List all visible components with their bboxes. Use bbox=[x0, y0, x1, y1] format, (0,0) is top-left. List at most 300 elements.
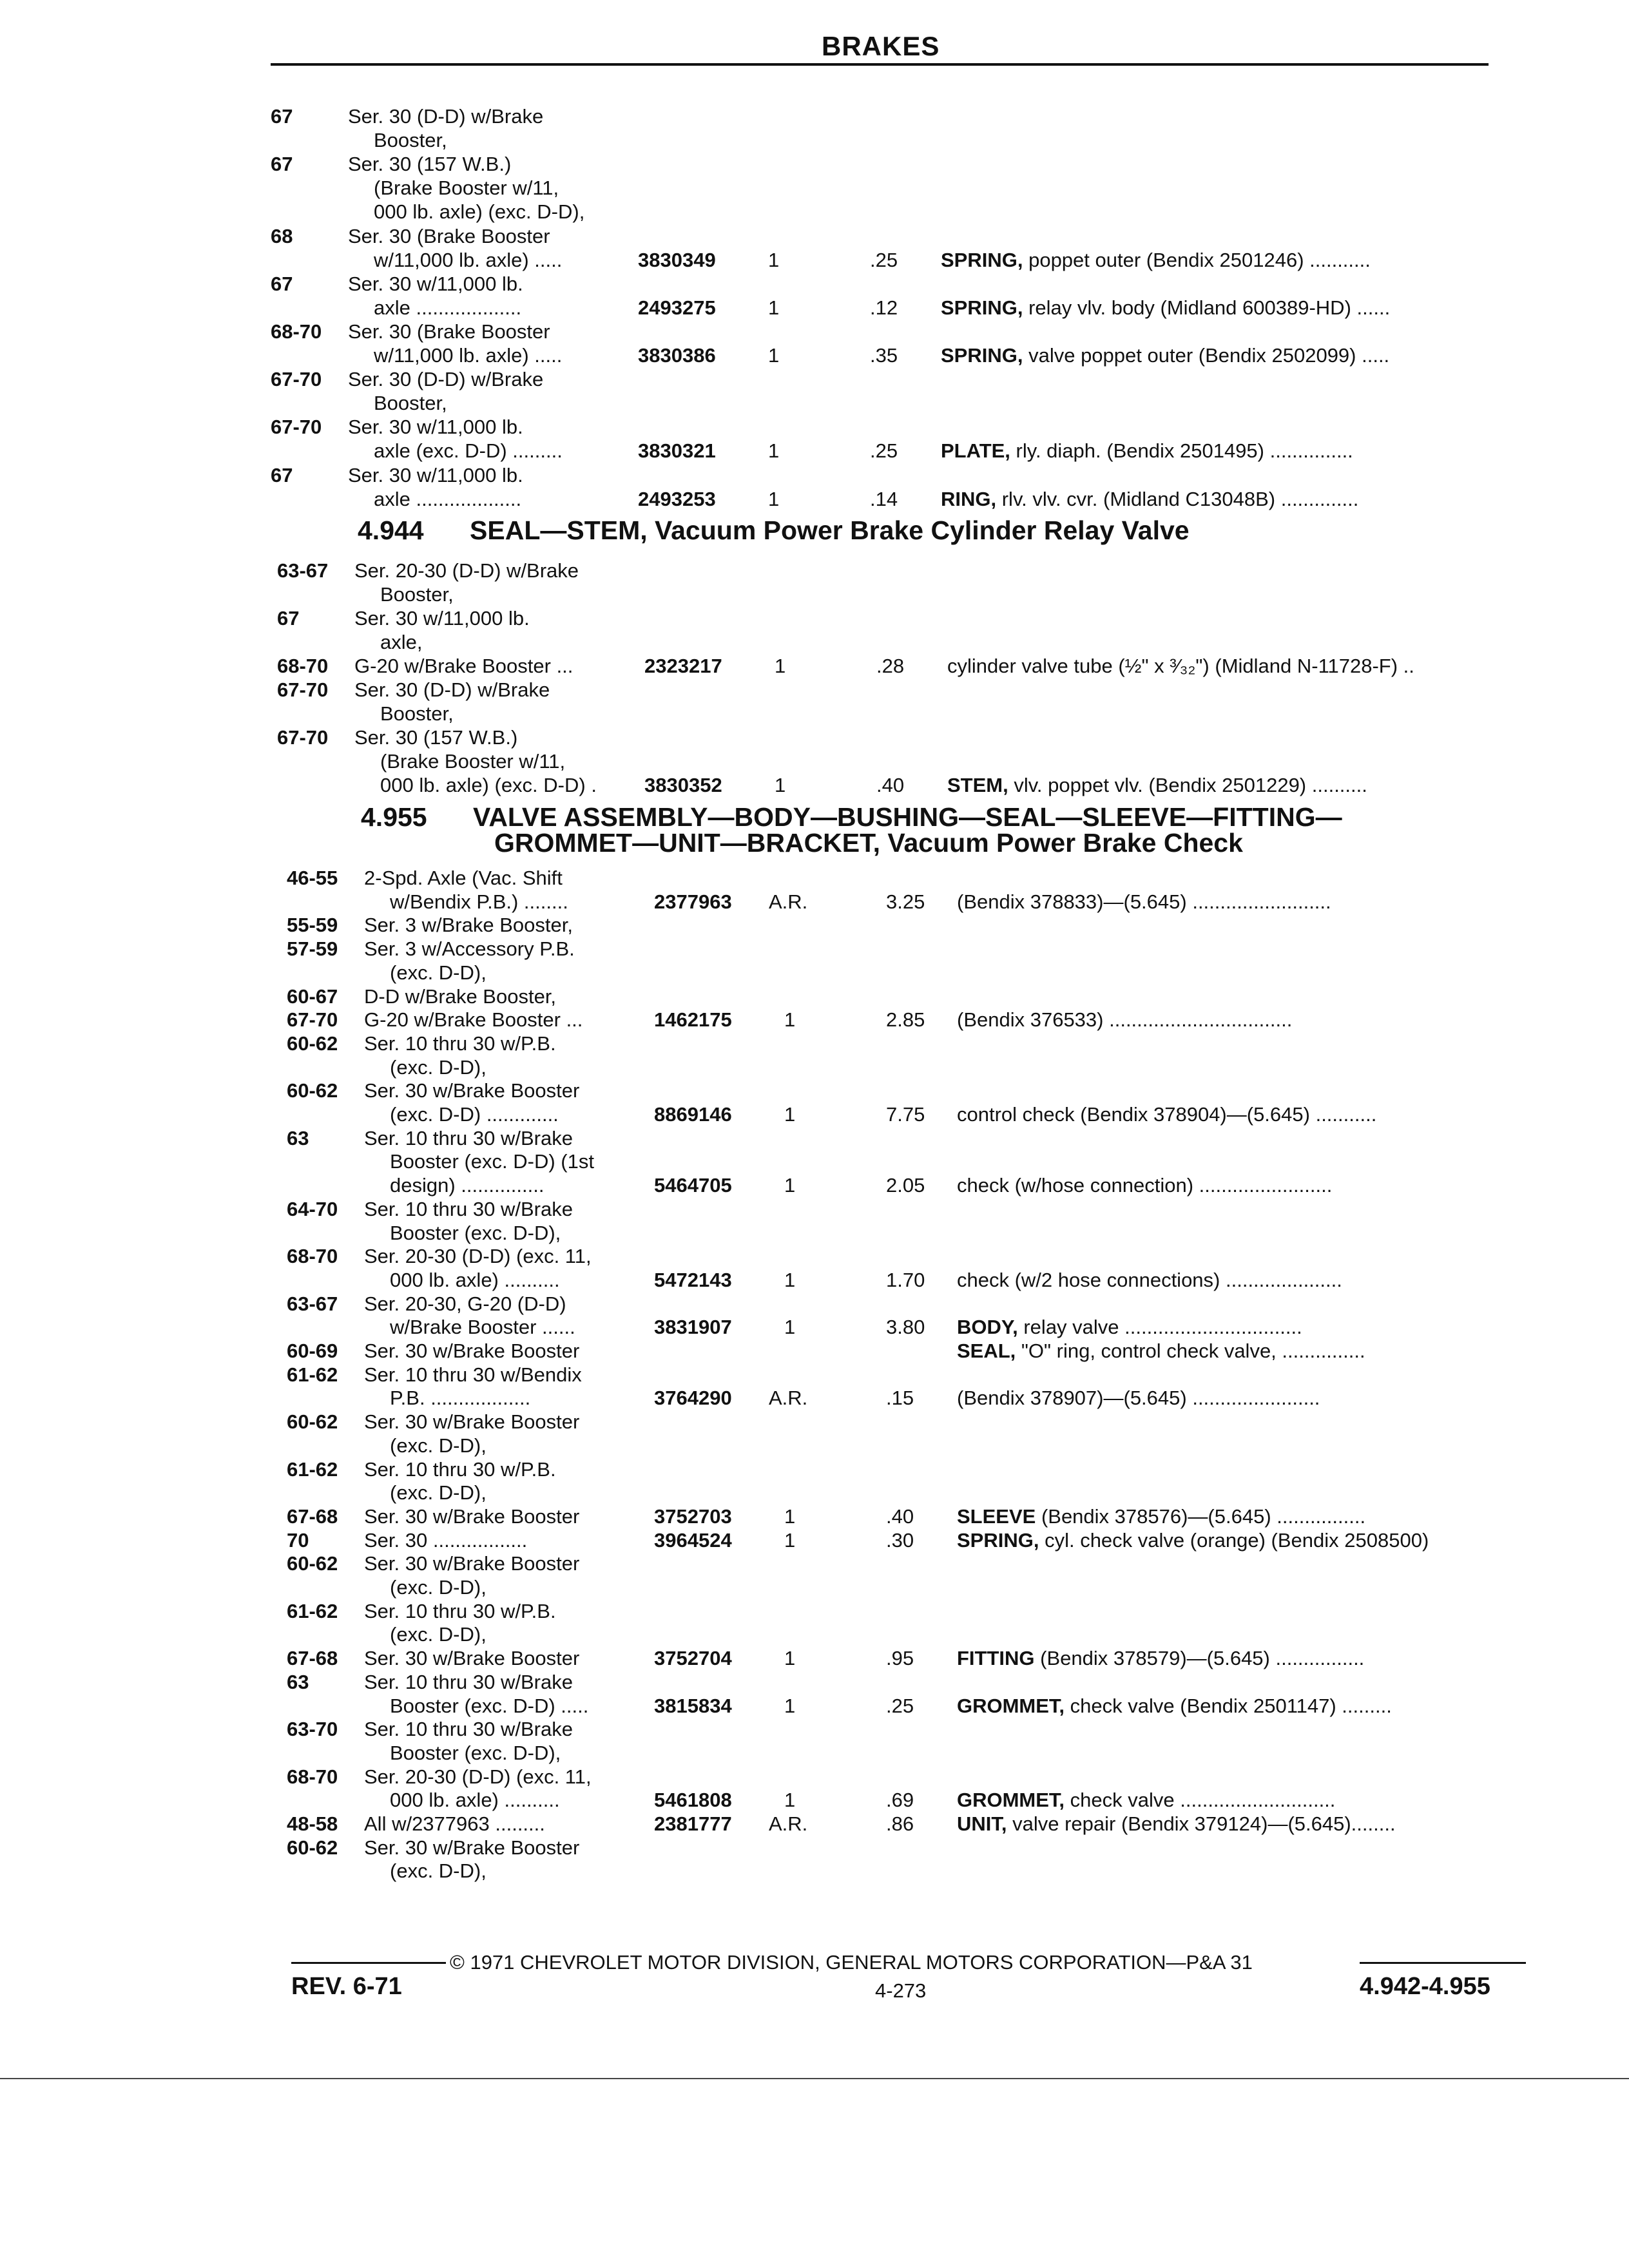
quantity: A.R. bbox=[769, 1387, 808, 1409]
model-description: axle (exc. D-D) ......... bbox=[374, 439, 563, 462]
part-name bbox=[957, 1340, 1365, 1363]
model-description: Ser. 20-30 (D-D) (exc. 11, bbox=[364, 1245, 592, 1267]
year-range: 55-59 bbox=[287, 914, 338, 936]
model-description: (Brake Booster w/11, bbox=[374, 177, 559, 199]
price: .30 bbox=[886, 1529, 914, 1552]
price: .25 bbox=[870, 249, 898, 271]
part-name-bold: BODY, bbox=[957, 1316, 1018, 1338]
part-name bbox=[941, 439, 1353, 463]
model-description: Ser. 30 w/Brake Booster bbox=[364, 1340, 580, 1362]
list-item bbox=[0, 464, 1629, 487]
list-item bbox=[0, 1481, 1629, 1504]
model-description: (exc. D-D), bbox=[390, 1623, 487, 1646]
part-number: 3815834 bbox=[654, 1695, 732, 1717]
year-range: 48-58 bbox=[287, 1812, 338, 1835]
list-item bbox=[0, 1174, 1629, 1197]
price: .69 bbox=[886, 1789, 914, 1811]
part-name-bold: GROMMET, bbox=[957, 1789, 1065, 1811]
list-item bbox=[0, 368, 1629, 391]
list-item bbox=[0, 105, 1629, 128]
part-name-bold: RING, bbox=[941, 488, 997, 510]
year-range: 57-59 bbox=[287, 937, 338, 960]
price: .35 bbox=[870, 344, 898, 367]
quantity: 1 bbox=[784, 1008, 796, 1031]
list-item bbox=[0, 1623, 1629, 1646]
list-item bbox=[0, 153, 1629, 176]
page-title: BRAKES bbox=[822, 31, 940, 61]
year-range: 60-62 bbox=[287, 1410, 338, 1433]
part-name bbox=[957, 1174, 1332, 1197]
part-name-bold: UNIT, bbox=[957, 1812, 1007, 1835]
part-name bbox=[941, 488, 1358, 511]
price: 3.25 bbox=[886, 890, 925, 913]
part-name-text: valve repair (Bendix 379124)—(5.645)........ bbox=[1007, 1812, 1396, 1835]
quantity: A.R. bbox=[769, 890, 808, 913]
list-item bbox=[0, 1671, 1629, 1694]
part-name-bold: SPRING, bbox=[941, 344, 1023, 367]
model-description: w/Bendix P.B.) ........ bbox=[390, 890, 568, 913]
model-description: Ser. 30 (157 W.B.) bbox=[354, 726, 518, 749]
model-description: Ser. 30 w/11,000 lb. bbox=[348, 464, 523, 486]
model-description: 000 lb. axle) .......... bbox=[390, 1269, 560, 1291]
part-name-text: rlv. vlv. cvr. (Midland C13048B) .............. bbox=[996, 488, 1359, 510]
price: .40 bbox=[876, 774, 905, 796]
list-item bbox=[0, 1293, 1629, 1316]
model-description: Ser. 10 thru 30 w/Brake bbox=[364, 1671, 573, 1693]
part-number: 3831907 bbox=[654, 1316, 732, 1338]
part-number: 2377963 bbox=[654, 890, 732, 913]
quantity: 1 bbox=[768, 249, 780, 271]
list-item bbox=[0, 631, 1629, 654]
list-item bbox=[0, 200, 1629, 224]
list-item bbox=[0, 1552, 1629, 1575]
revision-label: REV. 6-71 bbox=[291, 1973, 402, 2000]
list-item bbox=[0, 129, 1629, 152]
list-item bbox=[0, 583, 1629, 606]
year-range: 64-70 bbox=[287, 1198, 338, 1220]
list-item bbox=[0, 1387, 1629, 1410]
year-range: 63-67 bbox=[277, 559, 329, 582]
scan-line bbox=[0, 2078, 1629, 2079]
model-description: Booster, bbox=[374, 129, 447, 151]
list-item bbox=[0, 392, 1629, 415]
part-name-text: vlv. poppet vlv. (Bendix 2501229) .......... bbox=[1008, 774, 1367, 796]
section-number: 4.955 bbox=[361, 802, 427, 832]
model-description: Ser. 3 w/Accessory P.B. bbox=[364, 937, 575, 960]
model-description: Booster (exc. D-D), bbox=[390, 1742, 561, 1764]
price: .25 bbox=[870, 439, 898, 462]
model-description: Ser. 30 (Brake Booster bbox=[348, 320, 550, 343]
model-description: Ser. 30 (Brake Booster bbox=[348, 225, 550, 247]
part-number: 2381777 bbox=[654, 1812, 732, 1835]
part-number: 5461808 bbox=[654, 1789, 732, 1811]
list-item bbox=[0, 439, 1629, 463]
model-description: Ser. 10 thru 30 w/Bendix bbox=[364, 1363, 582, 1386]
list-item bbox=[0, 1032, 1629, 1055]
model-description: Ser. 30 (157 W.B.) bbox=[348, 153, 512, 175]
part-name-text: (Bendix 378907)—(5.645) ....................... bbox=[957, 1387, 1320, 1409]
quantity: 1 bbox=[768, 344, 780, 367]
year-range: 63-67 bbox=[287, 1293, 338, 1315]
price: .14 bbox=[870, 488, 898, 510]
year-range: 61-62 bbox=[287, 1458, 338, 1481]
year-range: 70 bbox=[287, 1529, 309, 1552]
year-range: 68-70 bbox=[287, 1245, 338, 1267]
price: .40 bbox=[886, 1505, 914, 1528]
part-name bbox=[957, 1387, 1320, 1410]
footer-rule-right bbox=[1360, 1962, 1526, 1964]
quantity: 1 bbox=[775, 655, 786, 677]
price: 2.85 bbox=[886, 1008, 925, 1031]
model-description: Booster, bbox=[374, 392, 447, 414]
model-description: (exc. D-D), bbox=[390, 1481, 487, 1504]
part-name bbox=[947, 655, 1414, 678]
price: .28 bbox=[876, 655, 905, 677]
price: 2.05 bbox=[886, 1174, 925, 1196]
list-item bbox=[0, 1647, 1629, 1670]
model-description: Ser. 30 (D-D) w/Brake bbox=[348, 105, 544, 128]
year-range: 67-70 bbox=[287, 1008, 338, 1031]
quantity: 1 bbox=[768, 439, 780, 462]
model-description: Ser. 20-30 (D-D) (exc. 11, bbox=[364, 1765, 592, 1788]
model-description: Ser. 10 thru 30 w/Brake bbox=[364, 1198, 573, 1220]
part-number: 8869146 bbox=[654, 1103, 732, 1126]
list-item bbox=[0, 1458, 1629, 1481]
section-title-line1: VALVE ASSEMBLY—BODY—BUSHING—SEAL—SLEEVE—FITTING— bbox=[473, 802, 1342, 832]
model-description: w/Brake Booster ...... bbox=[390, 1316, 575, 1338]
part-name bbox=[957, 1505, 1365, 1528]
year-range: 60-62 bbox=[287, 1032, 338, 1055]
price: .25 bbox=[886, 1695, 914, 1717]
quantity: 1 bbox=[768, 296, 780, 319]
part-name-bold: GROMMET, bbox=[957, 1695, 1065, 1717]
model-description: axle ................... bbox=[374, 488, 522, 510]
part-name bbox=[957, 1647, 1364, 1670]
part-name-bold: SPRING, bbox=[941, 296, 1023, 319]
part-name bbox=[957, 1812, 1396, 1836]
list-item bbox=[0, 867, 1629, 890]
model-description: w/11,000 lb. axle) ..... bbox=[374, 249, 563, 271]
model-description: (Brake Booster w/11, bbox=[380, 750, 566, 773]
model-description: P.B. .................. bbox=[390, 1387, 531, 1409]
part-name bbox=[957, 890, 1331, 914]
quantity: 1 bbox=[784, 1647, 796, 1669]
part-name-text: relay vlv. body (Midland 600389-HD) ...... bbox=[1023, 296, 1391, 319]
part-name bbox=[957, 1529, 1429, 1552]
list-item bbox=[0, 1789, 1629, 1812]
list-item bbox=[0, 937, 1629, 961]
part-name bbox=[957, 1269, 1342, 1292]
list-item bbox=[0, 177, 1629, 200]
part-name-bold: STEM, bbox=[947, 774, 1008, 796]
list-item bbox=[0, 1340, 1629, 1363]
list-item bbox=[0, 249, 1629, 272]
part-number: 1462175 bbox=[654, 1008, 732, 1031]
price: .15 bbox=[886, 1387, 914, 1409]
list-item bbox=[0, 320, 1629, 343]
part-number: 2493253 bbox=[638, 488, 716, 510]
quantity: 1 bbox=[784, 1174, 796, 1196]
model-description: (exc. D-D), bbox=[390, 961, 487, 984]
model-description: Ser. 30 w/Brake Booster bbox=[364, 1410, 580, 1433]
model-description: Ser. 30 w/11,000 lb. bbox=[348, 416, 523, 438]
part-name-text: cyl. check valve (orange) (Bendix 2508500) bbox=[1039, 1529, 1429, 1552]
part-name-text: valve poppet outer (Bendix 2502099) ..... bbox=[1023, 344, 1390, 367]
list-item bbox=[0, 1269, 1629, 1292]
model-description: Ser. 20-30 (D-D) w/Brake bbox=[354, 559, 579, 582]
list-item bbox=[0, 1056, 1629, 1079]
year-range: 63 bbox=[287, 1671, 309, 1693]
model-description: Ser. 3 w/Brake Booster, bbox=[364, 914, 573, 936]
list-item bbox=[0, 1434, 1629, 1457]
year-range: 61-62 bbox=[287, 1363, 338, 1386]
part-name-text: (Bendix 378833)—(5.645) ......................... bbox=[957, 890, 1331, 913]
list-item bbox=[0, 726, 1629, 749]
quantity: 1 bbox=[784, 1103, 796, 1126]
section-heading-4955-line2 bbox=[494, 828, 1243, 858]
quantity: 1 bbox=[784, 1789, 796, 1811]
list-item bbox=[0, 1695, 1629, 1718]
model-description: Ser. 30 (D-D) w/Brake bbox=[348, 368, 544, 390]
list-item bbox=[0, 1008, 1629, 1032]
part-name-text: check (w/2 hose connections) ..................... bbox=[957, 1269, 1342, 1291]
part-name-bold: SLEEVE bbox=[957, 1505, 1036, 1528]
part-name-text: check (w/hose connection) ........................ bbox=[957, 1174, 1333, 1196]
part-number: 3830386 bbox=[638, 344, 716, 367]
model-description: D-D w/Brake Booster, bbox=[364, 985, 557, 1008]
quantity: 1 bbox=[784, 1695, 796, 1717]
year-range: 67 bbox=[271, 464, 293, 486]
year-range: 67-70 bbox=[277, 726, 329, 749]
year-range: 67 bbox=[271, 105, 293, 128]
part-name-bold: PLATE, bbox=[941, 439, 1010, 462]
part-name bbox=[957, 1695, 1392, 1718]
year-range: 60-69 bbox=[287, 1340, 338, 1362]
quantity: 1 bbox=[775, 774, 786, 796]
list-item bbox=[0, 273, 1629, 296]
model-description: Booster (exc. D-D) (1st bbox=[390, 1150, 594, 1173]
part-name bbox=[957, 1103, 1376, 1126]
list-item bbox=[0, 559, 1629, 582]
model-description: Ser. 30 w/Brake Booster bbox=[364, 1647, 580, 1669]
model-description: Ser. 10 thru 30 w/Brake bbox=[364, 1718, 573, 1740]
list-item bbox=[0, 1150, 1629, 1173]
year-range: 67 bbox=[271, 153, 293, 175]
part-name-text: rly. diaph. (Bendix 2501495) ............... bbox=[1010, 439, 1353, 462]
list-item bbox=[0, 961, 1629, 985]
list-item bbox=[0, 225, 1629, 248]
model-description: Ser. 30 ................. bbox=[364, 1529, 528, 1552]
part-number: 2323217 bbox=[644, 655, 722, 677]
model-description: (exc. D-D), bbox=[390, 1860, 487, 1882]
list-item bbox=[0, 1836, 1629, 1860]
model-description: 2-Spd. Axle (Vac. Shift bbox=[364, 867, 563, 889]
year-range: 60-67 bbox=[287, 985, 338, 1008]
model-description: Ser. 30 w/Brake Booster bbox=[364, 1552, 580, 1575]
model-description: Booster, bbox=[380, 702, 454, 725]
page-number: 4-273 bbox=[875, 1979, 927, 2002]
list-item bbox=[0, 1505, 1629, 1528]
model-description: axle, bbox=[380, 631, 423, 653]
section-number: 4.944 bbox=[358, 515, 424, 545]
part-name bbox=[941, 344, 1389, 367]
year-range: 67-68 bbox=[287, 1505, 338, 1528]
year-range: 67-70 bbox=[277, 678, 329, 701]
section-title: SEAL—STEM, Vacuum Power Brake Cylinder Relay Valve bbox=[470, 515, 1190, 545]
year-range: 67-68 bbox=[287, 1647, 338, 1669]
price: 1.70 bbox=[886, 1269, 925, 1291]
list-item bbox=[0, 1222, 1629, 1245]
part-number: 3830352 bbox=[644, 774, 722, 796]
part-name-bold: SEAL, bbox=[957, 1340, 1016, 1362]
model-description: Ser. 30 w/11,000 lb. bbox=[348, 273, 523, 295]
part-number: 2493275 bbox=[638, 296, 716, 319]
list-item bbox=[0, 1410, 1629, 1434]
model-description: design) ............... bbox=[390, 1174, 545, 1196]
list-item bbox=[0, 750, 1629, 773]
list-item bbox=[0, 1316, 1629, 1339]
model-description: All w/2377963 ......... bbox=[364, 1812, 545, 1835]
part-name-bold: SPRING, bbox=[957, 1529, 1039, 1552]
model-description: G-20 w/Brake Booster ... bbox=[364, 1008, 583, 1031]
part-name-bold: SPRING, bbox=[941, 249, 1023, 271]
year-range: 67-70 bbox=[271, 416, 322, 438]
list-item bbox=[0, 1127, 1629, 1150]
list-item bbox=[0, 344, 1629, 367]
part-name bbox=[941, 296, 1390, 320]
part-name bbox=[957, 1316, 1302, 1339]
year-range: 67-70 bbox=[271, 368, 322, 390]
list-item bbox=[0, 1198, 1629, 1221]
model-description: (exc. D-D), bbox=[390, 1576, 487, 1599]
year-range: 68-70 bbox=[287, 1765, 338, 1788]
model-description: Ser. 30 w/Brake Booster bbox=[364, 1079, 580, 1102]
section-heading-4944 bbox=[358, 515, 1190, 546]
list-item bbox=[0, 1765, 1629, 1789]
model-description: Booster (exc. D-D), bbox=[390, 1222, 561, 1244]
part-name-text: check valve ............................ bbox=[1065, 1789, 1336, 1811]
list-item bbox=[0, 774, 1629, 797]
year-range: 68 bbox=[271, 225, 293, 247]
list-item bbox=[0, 1529, 1629, 1552]
model-description: (exc. D-D) ............. bbox=[390, 1103, 559, 1126]
part-number: 3964524 bbox=[654, 1529, 732, 1552]
list-item bbox=[0, 1363, 1629, 1387]
part-name-text: (Bendix 378579)—(5.645) ................ bbox=[1034, 1647, 1365, 1669]
price: .86 bbox=[886, 1812, 914, 1835]
price: 7.75 bbox=[886, 1103, 925, 1126]
list-item bbox=[0, 1245, 1629, 1268]
year-range: 67 bbox=[271, 273, 293, 295]
header-rule bbox=[271, 63, 1489, 66]
part-name-text: (Bendix 378576)—(5.645) ................ bbox=[1036, 1505, 1366, 1528]
year-range: 60-62 bbox=[287, 1836, 338, 1859]
quantity: 1 bbox=[784, 1269, 796, 1291]
model-description: Ser. 30 (D-D) w/Brake bbox=[354, 678, 550, 701]
model-description: Ser. 10 thru 30 w/P.B. bbox=[364, 1600, 556, 1622]
section-title-line2: GROMMET—UNIT—BRACKET, Vacuum Power Brake Check bbox=[494, 828, 1243, 858]
footer-rule-left bbox=[291, 1962, 446, 1964]
year-range: 46-55 bbox=[287, 867, 338, 889]
model-description: axle ................... bbox=[374, 296, 522, 319]
part-number: 3752704 bbox=[654, 1647, 732, 1669]
model-description: Ser. 20-30, G-20 (D-D) bbox=[364, 1293, 566, 1315]
list-item bbox=[0, 1742, 1629, 1765]
model-description: Ser. 30 w/Brake Booster bbox=[364, 1836, 580, 1859]
year-range: 68-70 bbox=[277, 655, 329, 677]
year-range: 68-70 bbox=[271, 320, 322, 343]
list-item bbox=[0, 985, 1629, 1008]
year-range: 67 bbox=[277, 607, 300, 629]
part-name-text: relay valve ................................ bbox=[1017, 1316, 1302, 1338]
list-item bbox=[0, 1600, 1629, 1623]
year-range: 60-62 bbox=[287, 1552, 338, 1575]
part-number: 3830321 bbox=[638, 439, 716, 462]
part-name bbox=[957, 1789, 1335, 1812]
part-number: 5472143 bbox=[654, 1269, 732, 1291]
model-description: 000 lb. axle) (exc. D-D), bbox=[374, 200, 585, 223]
part-name-text: "O" ring, control check valve, ............... bbox=[1016, 1340, 1365, 1362]
list-item bbox=[0, 1812, 1629, 1836]
model-description: Ser. 10 thru 30 w/P.B. bbox=[364, 1032, 556, 1055]
part-number: 5464705 bbox=[654, 1174, 732, 1196]
year-range: 63-70 bbox=[287, 1718, 338, 1740]
list-item bbox=[0, 1103, 1629, 1126]
part-name bbox=[957, 1008, 1292, 1032]
year-range: 60-62 bbox=[287, 1079, 338, 1102]
list-item bbox=[0, 914, 1629, 937]
model-description: w/11,000 lb. axle) ..... bbox=[374, 344, 563, 367]
part-name-bold: FITTING bbox=[957, 1647, 1035, 1669]
quantity: 1 bbox=[784, 1316, 796, 1338]
model-description: Booster (exc. D-D) ..... bbox=[390, 1695, 589, 1717]
model-description: 000 lb. axle) (exc. D-D) . bbox=[380, 774, 597, 796]
part-name bbox=[941, 249, 1371, 272]
quantity: 1 bbox=[784, 1505, 796, 1528]
model-description: Ser. 10 thru 30 w/P.B. bbox=[364, 1458, 556, 1481]
model-description: (exc. D-D), bbox=[390, 1056, 487, 1079]
price: .12 bbox=[870, 296, 898, 319]
model-description: 000 lb. axle) .......... bbox=[390, 1789, 560, 1811]
list-item bbox=[0, 1576, 1629, 1599]
copyright-line: © 1971 CHEVROLET MOTOR DIVISION, GENERAL MOTORS CORPORATION—P&A 31 bbox=[450, 1951, 1253, 1974]
price: 3.80 bbox=[886, 1316, 925, 1338]
list-item bbox=[0, 890, 1629, 914]
part-name-text: cylinder valve tube (½" x ³⁄₃₂") (Midland N-11728-F) .. bbox=[947, 655, 1414, 677]
part-name bbox=[947, 774, 1367, 797]
list-item bbox=[0, 296, 1629, 320]
model-description: (exc. D-D), bbox=[390, 1434, 487, 1457]
part-name-text: (Bendix 376533) ................................. bbox=[957, 1008, 1293, 1031]
part-number: 3764290 bbox=[654, 1387, 732, 1409]
list-item bbox=[0, 1860, 1629, 1883]
price: .95 bbox=[886, 1647, 914, 1669]
quantity: 1 bbox=[768, 488, 780, 510]
list-item bbox=[0, 607, 1629, 630]
year-range: 63 bbox=[287, 1127, 309, 1149]
list-item bbox=[0, 655, 1629, 678]
model-description: G-20 w/Brake Booster ... bbox=[354, 655, 574, 677]
part-name-text: check valve (Bendix 2501147) ......... bbox=[1065, 1695, 1392, 1717]
list-item bbox=[0, 1079, 1629, 1102]
list-item bbox=[0, 678, 1629, 702]
year-range: 61-62 bbox=[287, 1600, 338, 1622]
model-description: Ser. 30 w/Brake Booster bbox=[364, 1505, 580, 1528]
quantity: 1 bbox=[784, 1529, 796, 1552]
part-number: 3752703 bbox=[654, 1505, 732, 1528]
quantity: A.R. bbox=[769, 1812, 808, 1835]
list-item bbox=[0, 488, 1629, 511]
